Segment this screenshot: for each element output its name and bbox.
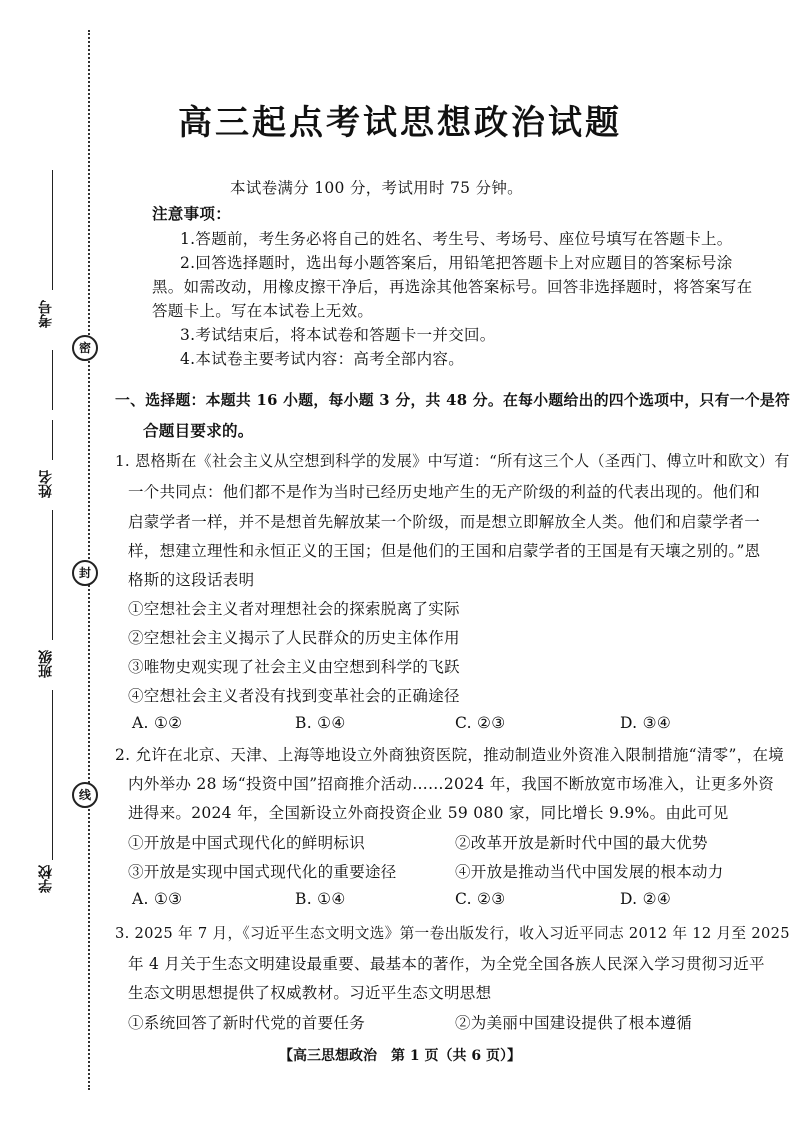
- notes-line: 答题卡上。写在本试卷上无效。: [152, 302, 374, 320]
- q1-item: ④空想社会主义者没有找到变革社会的正确途径: [128, 687, 460, 705]
- class-blank: [52, 690, 53, 840]
- page-title: 高三起点考试思想政治试题: [178, 103, 622, 143]
- blank-line: [52, 350, 53, 410]
- name-label: 姓名: [38, 470, 54, 498]
- blank-line: [52, 420, 53, 460]
- notes-line: 4.本试卷主要考试内容：高考全部内容。: [180, 350, 464, 368]
- name-blank: [52, 510, 53, 640]
- page-footer: 【高三思想政治 第 1 页（共 6 页）】: [279, 1048, 521, 1064]
- notes-line: 黑。如需改动，用橡皮擦干净后，再选涂其他答案标号。回答非选择题时，将答案写在: [152, 278, 753, 296]
- notes-line: 1.答题前，考生务必将自己的姓名、考生号、考场号、座位号填写在答题卡上。: [180, 230, 733, 248]
- q1-stem-line: 一个共同点：他们都不是作为当时已经历史地产生的无产阶级的利益的代表出现的。他们和: [128, 483, 761, 501]
- seal-mark-2: 封: [72, 560, 98, 586]
- q3-stem-line: 年 4 月关于生态文明建设最重要、最基本的著作，为全党全国各族人民深入学习贯彻习近平: [128, 955, 765, 973]
- q2-item: ①开放是中国式现代化的鲜明标识: [128, 834, 366, 852]
- q2-item: ④开放是推动当代中国发展的根本动力: [455, 863, 724, 881]
- q3-item: ②为美丽中国建设提供了根本遵循: [455, 1014, 693, 1032]
- q1-option-a[interactable]: A. ①②: [132, 714, 183, 732]
- exam-number-label: 考号: [38, 300, 54, 328]
- q1-item: ①空想社会主义者对理想社会的探索脱离了实际: [128, 600, 460, 618]
- exam-number-blank: [52, 170, 53, 290]
- q2-option-c[interactable]: C. ②③: [455, 890, 506, 908]
- q2-option-b[interactable]: B. ①④: [295, 890, 346, 908]
- q1-item: ③唯物史观实现了社会主义由空想到科学的飞跃: [128, 658, 460, 676]
- exam-subtitle: 本试卷满分 100 分，考试用时 75 分钟。: [230, 179, 523, 197]
- q2-stem-line: 内外举办 28 场“投资中国”招商推介活动……2024 年，我国不断放宽市场准入，让更多外资: [128, 775, 775, 793]
- binding-margin: [0, 0, 110, 1131]
- q2-option-d[interactable]: D. ②④: [620, 890, 672, 908]
- q1-stem-line: 启蒙学者一样，并不是想首先解放某一个阶级，而是想立即解放全人类。他们和启蒙学者一: [128, 513, 761, 531]
- seal-mark-1: 密: [72, 335, 98, 361]
- section-heading: 一、选择题：本题共 16 小题，每小题 3 分，共 48 分。在每小题给出的四个选项中，只有一个是符: [115, 392, 791, 409]
- q3-stem-line: 3. 2025 年 7 月，《习近平生态文明文选》第一卷出版发行，收入习近平同志 2012 年 12 月至 2025: [115, 925, 790, 942]
- q2-stem-line: 2. 允许在北京、天津、上海等地设立外商独资医院，推动制造业外资准入限制措施“清零”，在境: [115, 746, 785, 764]
- class-label: 班级: [38, 650, 54, 678]
- q1-option-b[interactable]: B. ①④: [295, 714, 346, 732]
- q1-stem-line: 样，想建立理性和永恒正义的王国；但是他们的王国和启蒙学者的王国是有天壤之别的。”恩: [128, 542, 761, 560]
- seal-mark-3: 线: [72, 782, 98, 808]
- notes-line: 3.考试结束后，将本试卷和答题卡一并交回。: [180, 326, 496, 344]
- q1-option-d[interactable]: D. ③④: [620, 714, 672, 732]
- q1-option-c[interactable]: C. ②③: [455, 714, 506, 732]
- q2-item: ②改革开放是新时代中国的最大优势: [455, 834, 708, 852]
- q2-stem-line: 进得来。2024 年，全国新设立外商投资企业 59 080 家，同比增长 9.9%。由此可见: [128, 804, 729, 822]
- q1-stem-line: 1. 恩格斯在《社会主义从空想到科学的发展》中写道：“所有这三个人（圣西门、傅立叶和欧文）有: [115, 452, 790, 470]
- q2-option-a[interactable]: A. ①③: [132, 890, 183, 908]
- q3-stem-line: 生态文明思想提供了权威教材。习近平生态文明思想: [128, 984, 492, 1002]
- q1-stem-line: 格斯的这段话表明: [128, 571, 255, 589]
- q1-item: ②空想社会主义揭示了人民群众的历史主体作用: [128, 629, 460, 647]
- q3-item: ①系统回答了新时代党的首要任务: [128, 1014, 366, 1032]
- section-heading-cont: 合题目要求的。: [143, 421, 254, 440]
- school-label: 学校: [38, 865, 54, 893]
- q2-item: ③开放是实现中国式现代化的重要途径: [128, 863, 397, 881]
- school-blank: [52, 830, 53, 860]
- notes-line: 2.回答选择题时，选出每小题答案后，用铅笔把答题卡上对应题目的答案标号涂: [180, 254, 733, 272]
- notes-heading: 注意事项：: [152, 204, 232, 223]
